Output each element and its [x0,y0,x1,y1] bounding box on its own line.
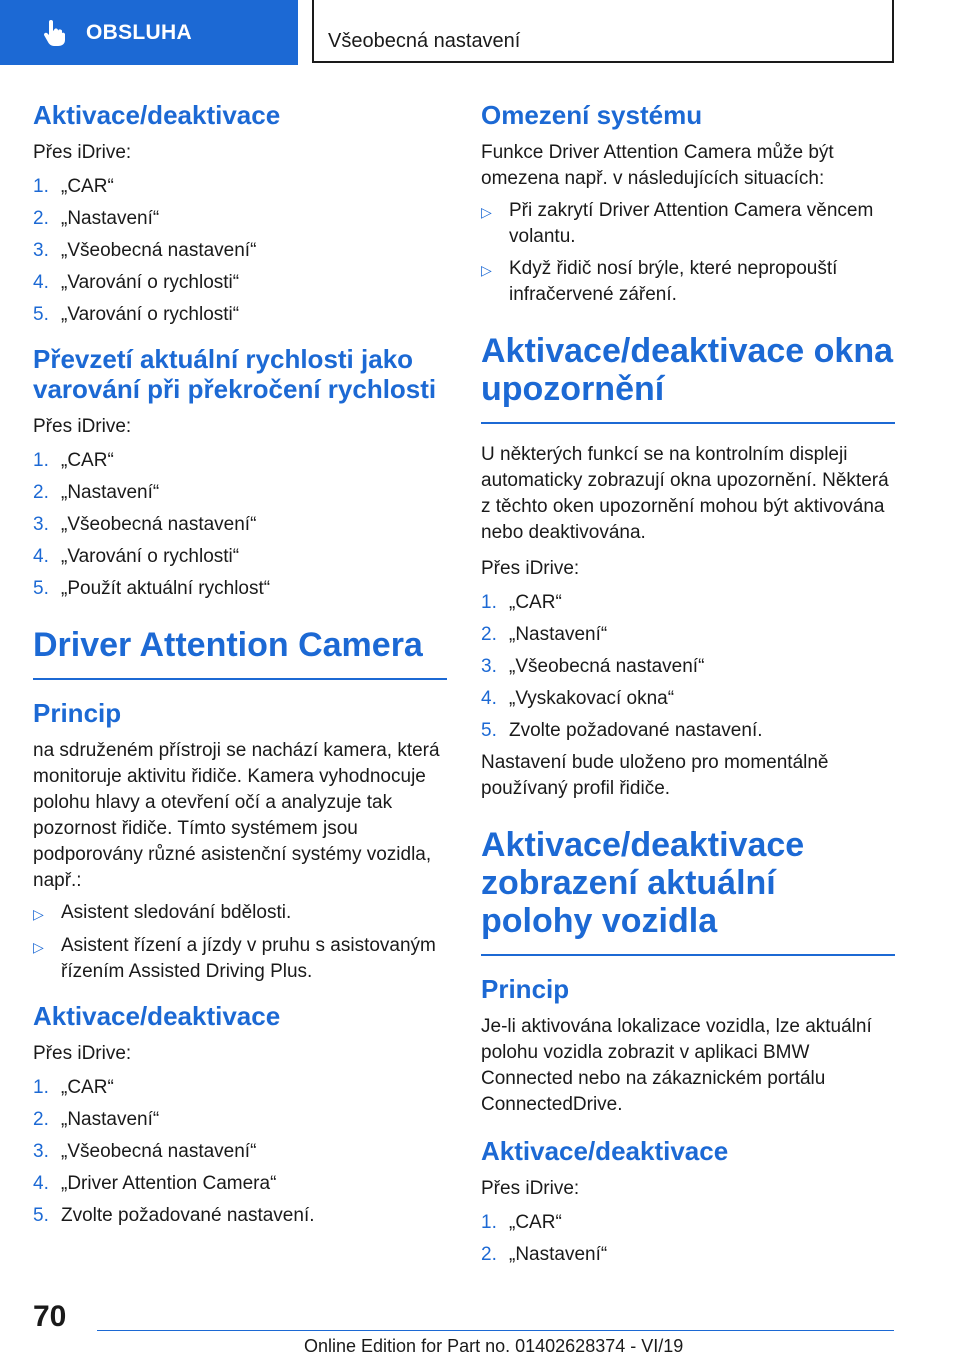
list-item: 4. „Driver Attention Camera“ [33,1173,277,1194]
steps-list [481,1210,895,1268]
heading-activation: Aktivace/deaktivace [33,100,281,130]
triangle-bullet-icon: ▷ [33,906,44,922]
list-item: 1. „CAR“ [33,176,114,197]
list-item: 5. Zvolte požadované nastavení. [33,1205,315,1226]
list-item: 5. „Varování o rychlosti“ [33,304,240,325]
intro-idrive: Přes iDrive: [481,1178,580,1199]
footer-divider [97,1330,894,1331]
list-item: 4. „Vyskakovací okna“ [481,688,675,709]
limits-text: Funkce Driver Attention Camera může být omezena např. v následujících situacích: [481,142,834,189]
list-item: 2. „Nastavení“ [33,208,160,229]
header-title-box [312,0,894,63]
heading-princip: Princip [33,698,122,728]
header-tab [0,0,298,65]
popups-text: U některých funkcí se na kontrolním displeji automaticky zobrazují okna upozornění. Některá z těchto oken upozornění mohou být aktivována nebo deaktivována. [481,444,889,543]
footer-edition: Online Edition for Part no. 01402628374 - VI/19 [304,1336,684,1356]
list-item: 1. „CAR“ [481,592,562,613]
list-item: 2. „Nastavení“ [481,624,608,645]
popups-note: Nastavení bude uloženo pro momentálně používaný profil řidiče. [481,752,829,799]
header-tab-label: OBSLUHA [86,20,192,44]
list-item: ▷ Asistent řízení a jízdy v pruhu s asistovaným řízením Assisted Driving Plus. [33,933,447,985]
list-item: 4. „Varování o rychlosti“ [33,546,240,567]
bullet-list [33,900,447,985]
intro-idrive: Přes iDrive: [481,558,580,579]
steps-list [33,174,447,328]
intro-idrive: Přes iDrive: [33,1043,132,1064]
list-item: 3. „Všeobecná nastavení“ [33,514,257,535]
list-item: 5. Zvolte požadované nastavení. [481,720,763,741]
page-number: 70 [33,1300,67,1333]
section-title: Všeobecná nastavení [328,30,521,52]
title-driver-attention-camera: Driver Attention Camera [33,626,423,664]
bullet-list [481,198,895,308]
list-item: 1. „CAR“ [33,1077,114,1098]
list-item: 2. „Nastavení“ [33,482,160,503]
position-princip-text: Je-li aktivována lokalizace vozidla, lze aktuální polohu vozidla zobrazit v aplikaci BMW Connected nebo na zákaznickém portálu ConnectedDrive. [481,1016,872,1115]
heading-speed-takeover: Převzetí aktuální rychlosti jako varování při překročení rychlosti [33,344,437,404]
list-item: ▷ Když řidič nosí brýle, které nepropouští infračervené záření. [481,256,895,308]
list-item: 1. „CAR“ [33,450,114,471]
intro-idrive: Přes iDrive: [33,416,132,437]
list-item: 3. „Všeobecná nastavení“ [481,656,705,677]
title-vehicle-position: Aktivace/deaktivace zobrazení aktuální polohy vozidla [481,826,805,940]
left-column [33,100,447,1235]
steps-list [33,1075,447,1229]
heading-system-limits: Omezení systému [481,100,703,130]
list-item: 4. „Varování o rychlosti“ [33,272,240,293]
list-item: 2. „Nastavení“ [481,1244,608,1265]
right-column [481,100,895,1274]
list-item: 1. „CAR“ [481,1212,562,1233]
heading-princip: Princip [481,974,570,1004]
steps-list [33,448,447,602]
list-item: ▷ Asistent sledování bdělosti. [33,900,447,927]
list-item: ▷ Při zakrytí Driver Attention Camera věncem volantu. [481,198,895,250]
intro-idrive: Přes iDrive: [33,142,132,163]
list-item: 3. „Všeobecná nastavení“ [33,240,257,261]
triangle-bullet-icon: ▷ [33,939,44,955]
triangle-bullet-icon: ▷ [481,262,492,278]
list-item: 2. „Nastavení“ [33,1109,160,1130]
hand-pointer-icon [40,19,68,47]
steps-list [481,590,895,744]
princip-text: na sdruženém přístroji se nachází kamera, která monitoruje aktivitu řidiče. Kamera vyhodnocuje polohu hlavy a otevření očí a analyzuje tak pozornost řidiče. Tímto systémem jsou podporovány různé asistenční systémy vozidla, např.: [33,740,440,891]
list-item: 5. „Použít aktuální rychlost“ [33,578,271,599]
title-popup-windows: Aktivace/deaktivace okna upozornění [481,332,894,408]
heading-activation: Aktivace/deaktivace [33,1001,281,1031]
triangle-bullet-icon: ▷ [481,204,492,220]
list-item: 3. „Všeobecná nastavení“ [33,1141,257,1162]
heading-activation: Aktivace/deaktivace [481,1136,729,1166]
